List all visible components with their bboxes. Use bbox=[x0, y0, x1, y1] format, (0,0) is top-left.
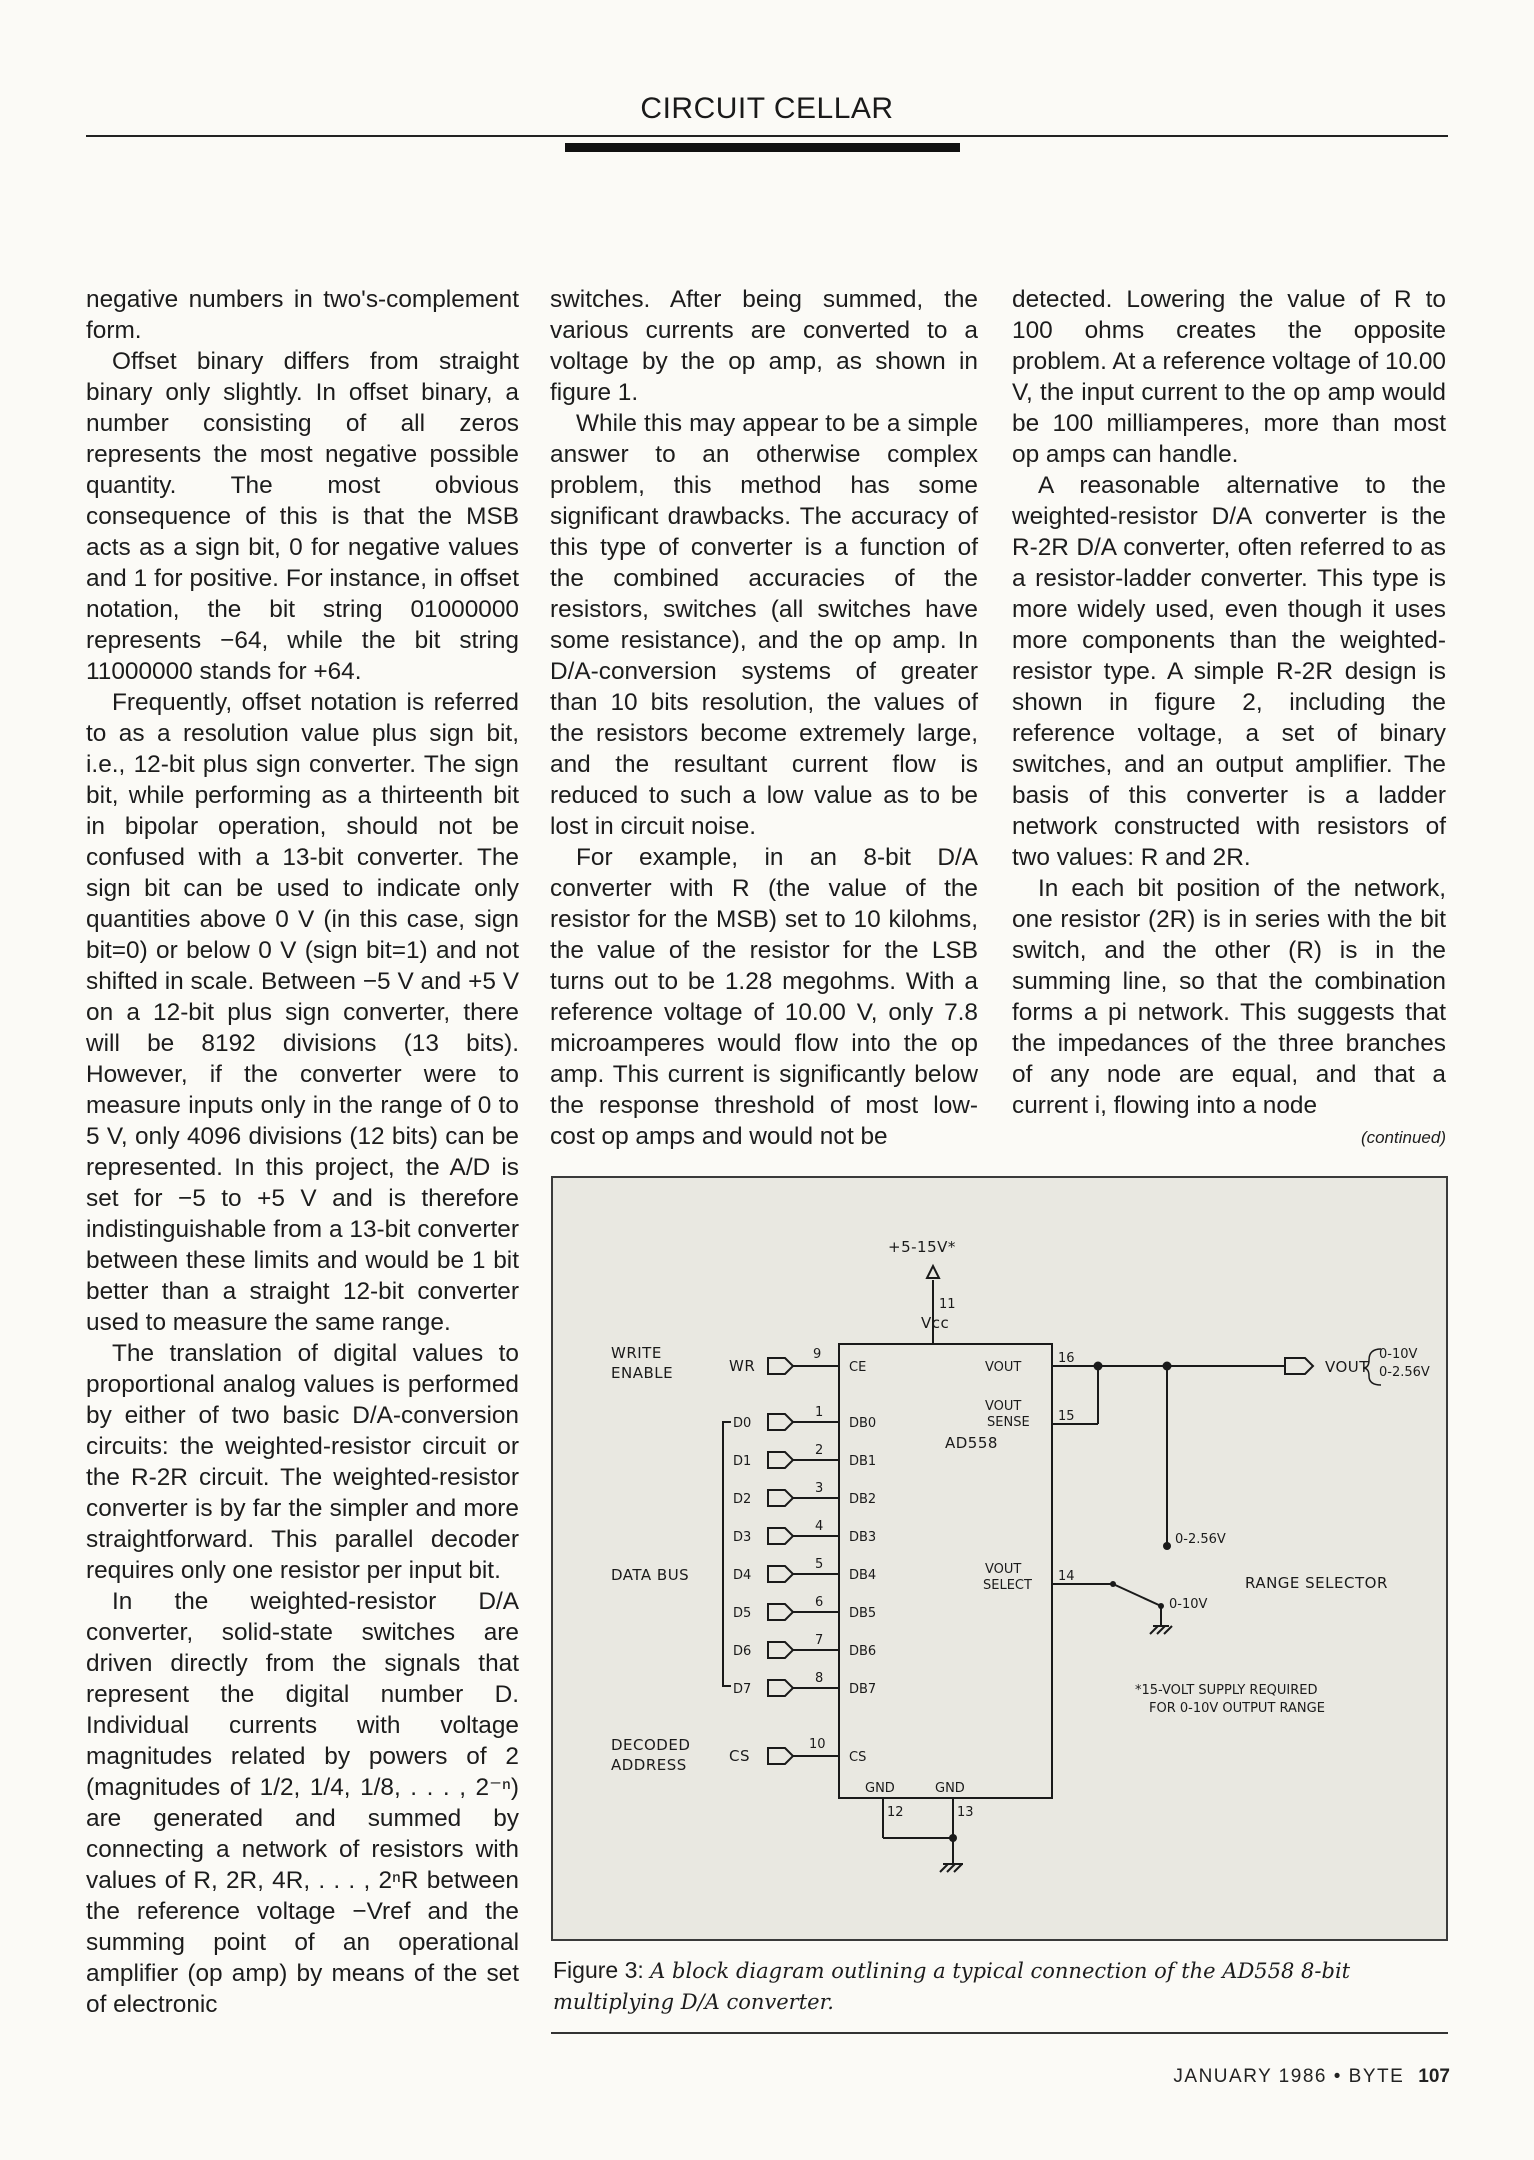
paragraph: switches. After being summed, the various currents are converted to a voltage by the op amp, as shown in figure 1. bbox=[550, 286, 978, 406]
junction-dot bbox=[949, 1834, 957, 1842]
selector-position-label: 0-10V bbox=[1169, 1597, 1208, 1612]
range-selector-label: RANGE SELECTOR bbox=[1245, 1574, 1388, 1592]
data-input-label: D0 bbox=[733, 1416, 752, 1431]
input-buffer-icon bbox=[768, 1642, 793, 1658]
supply-note: *15-VOLT SUPPLY REQUIRED bbox=[1135, 1683, 1318, 1698]
db-pin-label: DB6 bbox=[849, 1644, 877, 1659]
continued-note: (continued) bbox=[1360, 1128, 1446, 1147]
pin-number: 1 bbox=[815, 1405, 824, 1420]
db-pin-label: DB5 bbox=[849, 1606, 877, 1621]
paragraph: In the weighted-resistor D/A converter, solid-state switches are driven directly from the signals that represent the digital number D. Individual currents with voltage magnitudes related by powers of 2 (magnitudes of 1/2, 1/4, 1/8, . . . , 2⁻ⁿ) are generated and summed by connecting a network of resistors with values of R, 2R, 4R, . . . , 2ⁿR between the reference voltage −Vref and the summing point of an operational amplifier (op amp) by means of the set of electronic bbox=[86, 1588, 519, 2018]
paragraph: While this may appear to be a simple answer to an otherwise complex problem, this method has some significant drawbacks. The accuracy of this type of converter is a function of the combined accuracies of the resistors, switches (all switches have some resistance), and the op amp. In D/A-conversion systems of greater than 10 bits resolution, the values of the resistors become extremely large, and the resultant current flow is reduced to such a low value as to be lost in circuit noise. bbox=[550, 410, 978, 840]
running-header: CIRCUIT CELLAR bbox=[640, 92, 894, 125]
gnd-pin-label: GND bbox=[935, 1781, 965, 1796]
page-footer bbox=[1173, 2066, 1450, 2088]
pin-number: 7 bbox=[815, 1633, 824, 1648]
paragraph: The translation of digital values to proportional analog values is performed by either of two basic D/A-conversion circuits: the weighted-resistor circuit or the R-2R circuit. The weighted-resistor converter is by far the simpler and more straightforward. This parallel decoder requires only one resistor per input bit. bbox=[86, 1340, 519, 1584]
write-enable-label: ENABLE bbox=[611, 1364, 674, 1382]
decoded-address-label: ADDRESS bbox=[611, 1756, 687, 1774]
selector-contact-dot bbox=[1158, 1603, 1164, 1609]
caption-rule bbox=[551, 2032, 1448, 2034]
db-pin-label: DB1 bbox=[849, 1454, 877, 1469]
pin-number: 11 bbox=[939, 1297, 956, 1312]
db-pin-label: DB3 bbox=[849, 1530, 877, 1545]
pin-number: 3 bbox=[815, 1481, 824, 1496]
data-input-label: D4 bbox=[733, 1568, 752, 1583]
caption-text: A block diagram outlining a typical connection of the AD558 8-bit multiplying D/A converter. bbox=[553, 1959, 1351, 2014]
caption-label: Figure 3: bbox=[553, 1957, 644, 1983]
supply-note: FOR 0-10V OUTPUT RANGE bbox=[1149, 1701, 1325, 1716]
data-input-label: D7 bbox=[733, 1682, 752, 1697]
db-pin-label: DB0 bbox=[849, 1416, 877, 1431]
pin-number: 8 bbox=[815, 1671, 824, 1686]
vout-buffer-icon bbox=[1285, 1358, 1313, 1374]
input-buffer-icon bbox=[768, 1452, 793, 1468]
pin-number: 13 bbox=[957, 1805, 974, 1820]
chip-label: AD558 bbox=[945, 1434, 998, 1452]
cs-pin-label: CS bbox=[849, 1750, 867, 1765]
text-column-2 bbox=[550, 284, 978, 1152]
input-buffer-icon bbox=[768, 1604, 793, 1620]
vout-range-low: 0-2.56V bbox=[1379, 1365, 1430, 1380]
decoded-address-label: DECODED bbox=[611, 1736, 691, 1754]
input-buffer-icon bbox=[768, 1490, 793, 1506]
sense-pin-label: SENSE bbox=[987, 1415, 1030, 1430]
pin-number: 12 bbox=[887, 1805, 904, 1820]
db-pin-label: DB7 bbox=[849, 1682, 877, 1697]
wr-label: WR bbox=[729, 1357, 756, 1375]
paragraph: Offset binary differs from straight binary only slightly. In offset binary, a number consisting of all zeros represents the most negative possible quantity. The most obvious consequence of this is that the MSB acts as a sign bit, 0 for negative values and 1 for positive. For instance, in offset notation, the bit string 01000000 represents −64, while the bit string 11000000 stands for +64. bbox=[86, 348, 519, 685]
data-input-label: D6 bbox=[733, 1644, 752, 1659]
junction-dot bbox=[1163, 1362, 1172, 1371]
figure-caption bbox=[553, 1955, 1453, 2017]
paragraph: A reasonable alternative to the weighted-resistor D/A converter is the R-2R D/A converter, often referred to as a resistor-ladder converter. This type is more widely used, even though it uses more components than the weighted-resistor type. A simple R-2R design is shown in figure 2, including the reference voltage, a set of binary switches, and an output amplifier. The basis of this converter is a ladder network constructed with resistors of two values: R and 2R. bbox=[1012, 472, 1446, 871]
supply-label: +5-15V* bbox=[888, 1238, 956, 1256]
pin-number: 5 bbox=[815, 1557, 824, 1572]
paragraph: Frequently, offset notation is referred to as a resolution value plus sign bit, i.e., 12-bit plus sign converter. The sign bit, while performing as a thirteenth bit in bipolar operation, should not be confused with a 13-bit converter. The sign bit can be used to indicate only quantities above 0 V (in this case, sign bit=0) or below 0 V (sign bit=1) and not shifted in scale. Between −5 V and +5 V on a 12-bit plus sign converter, there will be 8192 divisions (13 bits). However, if the converter were to measure inputs only in the range of 0 to 5 V, only 4096 divisions (12 bits) can be represented. In this project, the A/D is set for −5 to +5 V and is therefore indistinguishable from a 13-bit converter between these limits and would be 1 bit better than a straight 12-bit converter used to measure the same range. bbox=[86, 689, 519, 1336]
wr-buffer-icon bbox=[768, 1358, 793, 1374]
gnd-pin-label: GND bbox=[865, 1781, 895, 1796]
data-input-label: D3 bbox=[733, 1530, 752, 1545]
paragraph: detected. Lowering the value of R to 100 ohms creates the opposite problem. At a reference voltage of 10.00 V, the input current to the op amp would be 100 milliamperes, more than most op amps can handle. bbox=[1012, 286, 1446, 468]
cs-buffer-icon bbox=[768, 1748, 793, 1764]
pin-number: 6 bbox=[815, 1595, 824, 1610]
junction-dot bbox=[1094, 1362, 1103, 1371]
paragraph: In each bit position of the network, one resistor (2R) is in series with the bit switch, and the other (R) is in the summing line, so that the combination forms a pi network. This suggests that the impedances of the three branches of any node are equal, and that a current i, flowing into a node bbox=[1012, 875, 1446, 1119]
vout-output-label: VOUT bbox=[1325, 1358, 1369, 1376]
text-column-3 bbox=[1012, 284, 1446, 1151]
vout-sense-pin-label: VOUT bbox=[985, 1399, 1022, 1414]
vout-range-high: 0-10V bbox=[1379, 1347, 1418, 1362]
input-buffer-icon bbox=[768, 1680, 793, 1696]
pin-number: 15 bbox=[1058, 1409, 1075, 1424]
data-input-label: D1 bbox=[733, 1454, 752, 1469]
pin-number: 2 bbox=[815, 1443, 824, 1458]
selector-contact-dot bbox=[1163, 1542, 1171, 1550]
input-buffer-icon bbox=[768, 1566, 793, 1582]
db-pin-label: DB4 bbox=[849, 1568, 877, 1583]
paragraph: negative numbers in two's-complement form. bbox=[86, 286, 519, 344]
data-input-label: D2 bbox=[733, 1492, 752, 1507]
supply-arrow-icon bbox=[927, 1266, 939, 1278]
pin-number: 10 bbox=[809, 1737, 826, 1752]
cs-label: CS bbox=[729, 1747, 750, 1765]
tap-label: 0-2.56V bbox=[1175, 1532, 1226, 1547]
pin-number: 16 bbox=[1058, 1351, 1075, 1366]
paragraph: For example, in an 8-bit D/A converter with R (the value of the resistor for the MSB) set to 10 kilohms, the value of the resistor for the LSB turns out to be 1.28 megohms. With a reference voltage of 10.00 V, only 7.8 microamperes would flow into the op amp. This current is significantly below the response threshold of most low-cost op amps and would not be bbox=[550, 844, 978, 1150]
schematic-svg bbox=[553, 1178, 1446, 1939]
page-number: 107 bbox=[1418, 2066, 1450, 2087]
pin-number: 14 bbox=[1058, 1569, 1075, 1584]
data-input-lines bbox=[733, 1405, 876, 1697]
pin-number: 4 bbox=[815, 1519, 824, 1534]
write-enable-label: WRITE bbox=[611, 1344, 662, 1362]
data-bus-label: DATA BUS bbox=[611, 1566, 690, 1584]
selector-wiper-dot bbox=[1110, 1581, 1116, 1587]
issue-label: JANUARY 1986 • BYTE bbox=[1173, 2066, 1405, 2087]
vout-pin-label: VOUT bbox=[985, 1360, 1022, 1375]
figure-3-schematic bbox=[551, 1176, 1448, 1941]
pin-number: 9 bbox=[813, 1347, 822, 1362]
header-rule bbox=[86, 135, 1448, 137]
text-column-1 bbox=[86, 284, 519, 2020]
data-input-label: D5 bbox=[733, 1606, 752, 1621]
vcc-label: Vcc bbox=[921, 1314, 950, 1332]
data-bus-bracket bbox=[723, 1422, 731, 1686]
select-pin-label: SELECT bbox=[983, 1578, 1032, 1593]
ce-pin-label: CE bbox=[849, 1360, 867, 1375]
vout-select-pin-label: VOUT bbox=[985, 1562, 1022, 1577]
header-bar bbox=[565, 143, 960, 152]
input-buffer-icon bbox=[768, 1414, 793, 1430]
input-buffer-icon bbox=[768, 1528, 793, 1544]
db-pin-label: DB2 bbox=[849, 1492, 877, 1507]
